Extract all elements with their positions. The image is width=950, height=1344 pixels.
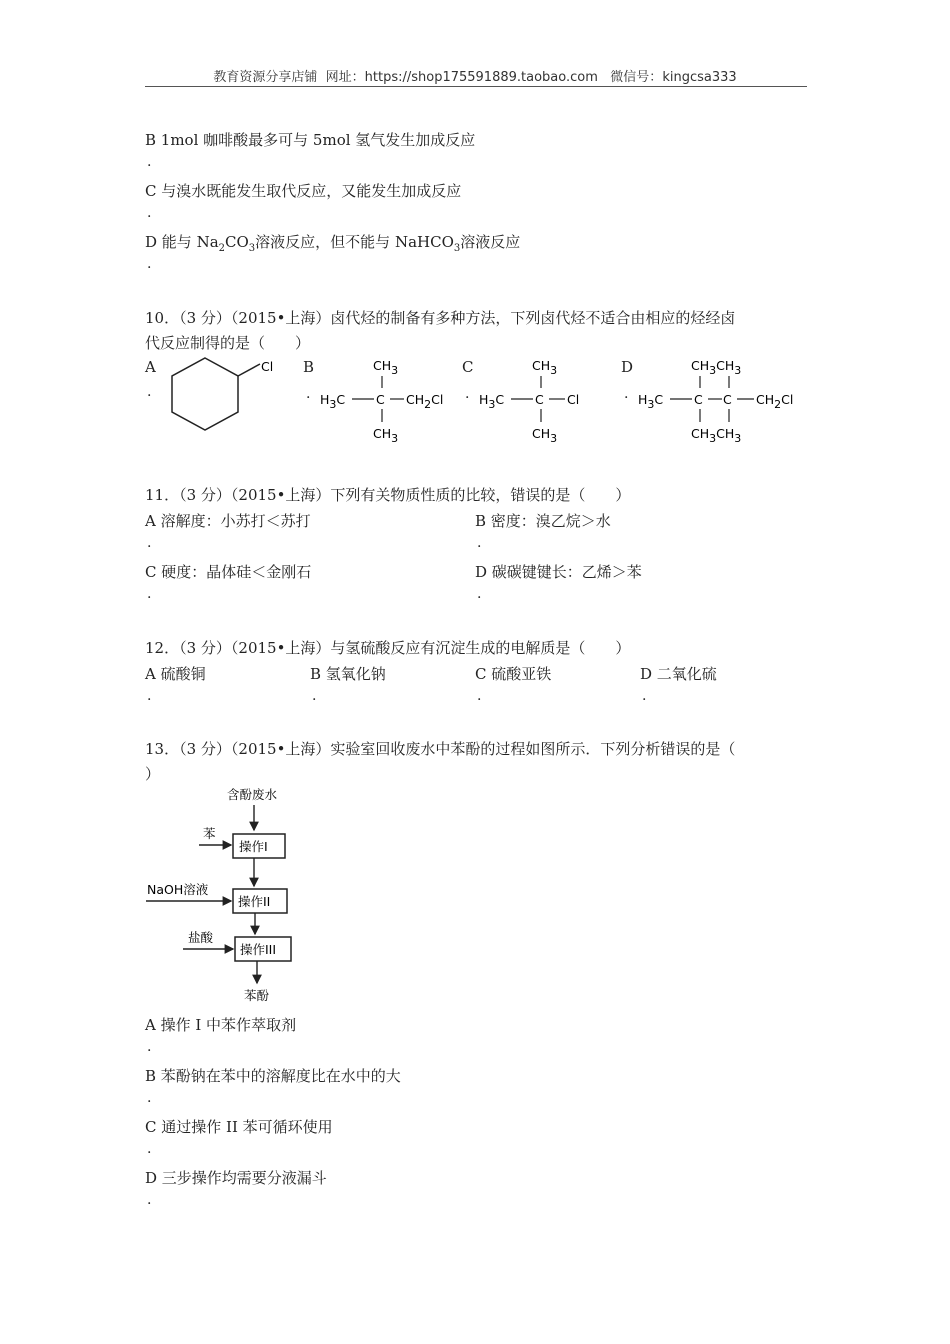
- flow-benzene: 苯: [203, 826, 216, 841]
- q13-option-d: D 三步操作均需要分液漏斗: [145, 1169, 327, 1187]
- dot: .: [147, 1039, 152, 1055]
- svg-text:H3C: H3C: [638, 392, 664, 411]
- header-shop: 教育资源分享店铺: [213, 70, 318, 85]
- dot: .: [477, 535, 482, 551]
- svg-text:C: C: [694, 392, 703, 407]
- q12-option-b: B 氢氧化钠: [310, 665, 386, 683]
- dot: .: [147, 1090, 152, 1106]
- header-wechat-label: 微信号：: [610, 70, 663, 85]
- dot: .: [147, 205, 152, 221]
- tert-butyl-chloride-structure: [477, 352, 597, 444]
- svg-text:H3C: H3C: [320, 392, 346, 411]
- q11-option-b: B 密度：溴乙烷＞水: [475, 512, 611, 530]
- flow-input: 含酚废水: [227, 787, 278, 802]
- svg-text:CH3CH3: CH3CH3: [691, 358, 742, 377]
- flow-output: 苯酚: [244, 988, 270, 1003]
- q12-option-d: D 二氧化硫: [640, 665, 717, 683]
- q13-stem-line1: 13．（3 分）（2015•上海）实验室回收废水中苯酚的过程如图所示．下列分析错误的是（: [145, 740, 736, 758]
- neopentyl-chloride-structure: [318, 352, 468, 444]
- q10-label-a: A: [145, 358, 156, 376]
- q9-option-d: D 能与 $Na_2CO_3$溶液反应，但不能与 NaHCO$_3$溶液反应: [145, 233, 521, 254]
- dot: .: [624, 386, 629, 402]
- svg-text:CH3: CH3: [373, 358, 399, 377]
- flow-op2: 操作II: [238, 894, 271, 909]
- dot: .: [147, 1192, 152, 1208]
- q10-label-b: B: [303, 358, 315, 376]
- q11-option-a: A 溶解度：小苏打＜苏打: [145, 512, 311, 530]
- dot: .: [306, 386, 311, 402]
- dot: .: [147, 688, 152, 704]
- q12-option-c: C 硫酸亚铁: [475, 665, 552, 683]
- flow-op1: 操作I: [239, 839, 268, 854]
- header-url[interactable]: https://shop175591889.taobao.com: [364, 70, 598, 85]
- q10-label-d: D: [621, 358, 634, 376]
- svg-text:CH2Cl: CH2Cl: [756, 392, 794, 411]
- svg-text:C: C: [376, 392, 385, 407]
- q10-stem-line2: 代反应制得的是（ ）: [145, 334, 311, 352]
- chlorocyclohexane-structure: [160, 352, 290, 434]
- q10-stem-line1: 10．（3 分）（2015•上海）卤代烃的制备有多种方法，下列卤代烃不适合由相应的烃经卤: [145, 309, 736, 327]
- svg-text:CH3: CH3: [373, 426, 399, 444]
- dot: .: [147, 154, 152, 170]
- dot: .: [477, 586, 482, 602]
- flow-hcl: 盐酸: [188, 930, 214, 945]
- dot: .: [477, 688, 482, 704]
- dot: .: [147, 535, 152, 551]
- svg-text:CH3CH3: CH3CH3: [691, 426, 742, 444]
- q12-stem: 12．（3 分）（2015•上海）与氢硫酸反应有沉淀生成的电解质是（ ）: [145, 639, 631, 657]
- dot: .: [312, 688, 317, 704]
- page-header: [0, 66, 950, 85]
- q11-option-d: D 碳碳键键长：乙烯＞苯: [475, 563, 642, 581]
- svg-text:Cl: Cl: [567, 392, 580, 407]
- cl-label: Cl: [261, 359, 274, 374]
- phenol-recovery-flowchart: [143, 783, 308, 1005]
- dot: .: [465, 386, 470, 402]
- flow-op3: 操作III: [240, 942, 277, 957]
- q12-option-a: A 硫酸铜: [145, 665, 206, 683]
- dot: .: [147, 384, 152, 400]
- q13-option-b: B 苯酚钠在苯中的溶解度比在水中的大: [145, 1067, 401, 1085]
- q9-option-c: C 与溴水既能发生取代反应，又能发生加成反应: [145, 182, 462, 200]
- svg-text:CH3: CH3: [532, 358, 558, 377]
- q10-label-c: C: [462, 358, 474, 376]
- dot: .: [147, 256, 152, 272]
- q13-option-a: A 操作 I 中苯作萃取剂: [145, 1016, 297, 1034]
- header-divider: [145, 86, 807, 87]
- svg-text:CH2Cl: CH2Cl: [406, 392, 444, 411]
- dot: .: [642, 688, 647, 704]
- q13-stem-line2: ）: [145, 765, 161, 783]
- svg-text:CH3: CH3: [532, 426, 558, 444]
- header-wechat: kingcsa333: [662, 70, 737, 85]
- flow-naoh: NaOH溶液: [147, 882, 209, 897]
- dimethylbutyl-chloride-structure: [636, 352, 812, 444]
- q13-option-c: C 通过操作 II 苯可循环使用: [145, 1118, 333, 1136]
- svg-text:H3C: H3C: [479, 392, 505, 411]
- q11-option-c: C 硬度：晶体硅＜金刚石: [145, 563, 312, 581]
- dot: .: [147, 1141, 152, 1157]
- svg-text:C: C: [723, 392, 732, 407]
- q9-option-b: B 1mol 咖啡酸最多可与 5mol 氢气发生加成反应: [145, 131, 476, 149]
- dot: .: [147, 586, 152, 602]
- q11-stem: 11．（3 分）（2015•上海）下列有关物质性质的比较，错误的是（ ）: [145, 486, 631, 504]
- svg-text:C: C: [535, 392, 544, 407]
- header-url-label: 网址：: [325, 70, 365, 85]
